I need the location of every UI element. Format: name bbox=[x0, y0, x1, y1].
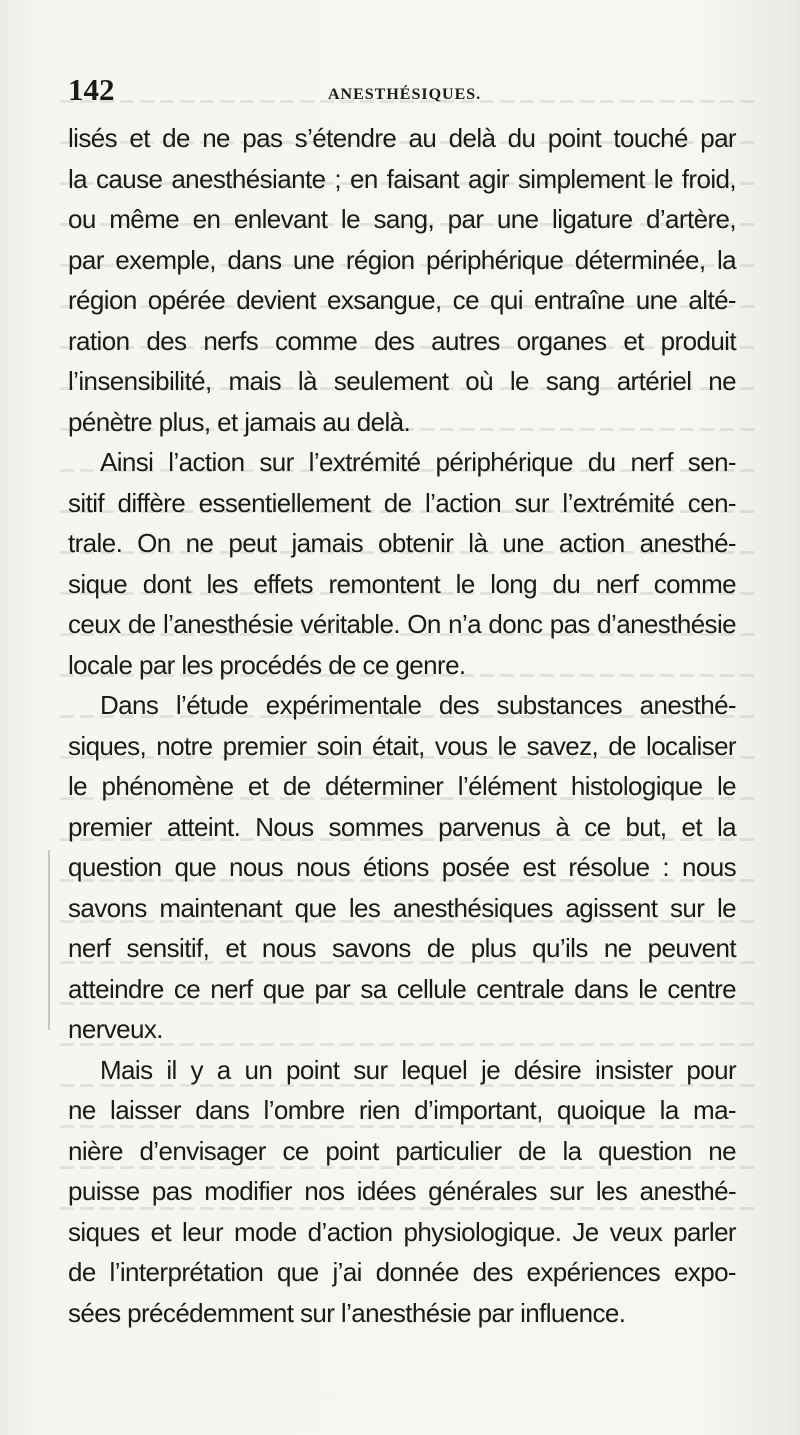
text-line: l’insensibilité, mais là seulement où le sang artériel ne bbox=[68, 366, 736, 396]
running-head: ANESTHÉSIQUES. bbox=[328, 86, 482, 103]
text-line: nerveux. bbox=[68, 1014, 163, 1044]
text-line: nerf sensitif, et nous savons de plus qu’ils ne peuvent bbox=[68, 933, 736, 963]
text-line: sées précédemment sur l’anesthésie par influence. bbox=[68, 1297, 626, 1328]
text-line: ne laisser dans l’ombre rien d’important, quoique la ma- bbox=[68, 1095, 736, 1125]
text-line: question que nous nous étions posée est résolue : nous bbox=[68, 852, 736, 882]
paragraph-1 bbox=[68, 118, 736, 442]
text-line: ou même en enlevant le sang, par une ligature d’artère, bbox=[68, 204, 736, 234]
body-text bbox=[68, 118, 736, 1333]
text-line: la cause anesthésiante ; en faisant agir simplement le froid, bbox=[68, 163, 736, 194]
text-line: sitif diffère essentiellement de l’action sur l’extrémité cen- bbox=[68, 487, 736, 518]
text-line: sique dont les effets remontent le long du nerf comme bbox=[68, 568, 736, 599]
text-line: premier atteint. Nous sommes parvenus à ce but, et la bbox=[68, 811, 736, 842]
text-line: région opérée devient exsangue, ce qui entraîne une alté- bbox=[68, 285, 736, 315]
text-line: Ainsi l’action sur l’extrémité périphérique du nerf sen- bbox=[100, 447, 736, 477]
text-line: nière d’envisager ce point particulier de la question ne bbox=[68, 1135, 736, 1166]
text-line: locale par les procédés de ce genre. bbox=[68, 649, 466, 680]
text-line: pénètre plus, et jamais au delà. bbox=[68, 406, 411, 437]
page-header bbox=[68, 72, 730, 112]
text-line: siques et leur mode d’action physiologique. Je veux parler bbox=[68, 1216, 736, 1247]
paragraph-4 bbox=[68, 1050, 736, 1334]
page-number: 142 bbox=[68, 72, 115, 107]
text-line: trale. On ne peut jamais obtenir là une action anesthé- bbox=[68, 528, 736, 558]
text-line: le phénomène et de déterminer l’élément histologique le bbox=[68, 771, 736, 801]
text-line: par exemple, dans une région périphérique déterminée, la bbox=[68, 244, 736, 275]
margin-mark bbox=[48, 850, 50, 1030]
text-line: puisse pas modifier nos idées générales sur les anesthé- bbox=[68, 1176, 736, 1206]
text-line: lisés et de ne pas s’étendre au delà du point touché par bbox=[68, 123, 736, 153]
text-line: de l’interprétation que j’ai donnée des expériences expo- bbox=[68, 1257, 736, 1287]
text-line: ceux de l’anesthésie véritable. On n’a donc pas d’anesthésie bbox=[68, 609, 736, 639]
paragraph-2 bbox=[68, 442, 736, 685]
text-line: siques, notre premier soin était, vous le savez, de localiser bbox=[68, 730, 736, 761]
text-line: Mais il y a un point sur lequel je désire insister pour bbox=[100, 1054, 736, 1085]
text-line: ration des nerfs comme des autres organes et produit bbox=[68, 325, 736, 356]
paragraph-3 bbox=[68, 685, 736, 1050]
text-line: savons maintenant que les anesthésiques agissent sur le bbox=[68, 892, 736, 923]
text-line: Dans l’étude expérimentale des substances anesthé- bbox=[100, 690, 736, 720]
text-line: atteindre ce nerf que par sa cellule centrale dans le centre bbox=[68, 973, 736, 1004]
